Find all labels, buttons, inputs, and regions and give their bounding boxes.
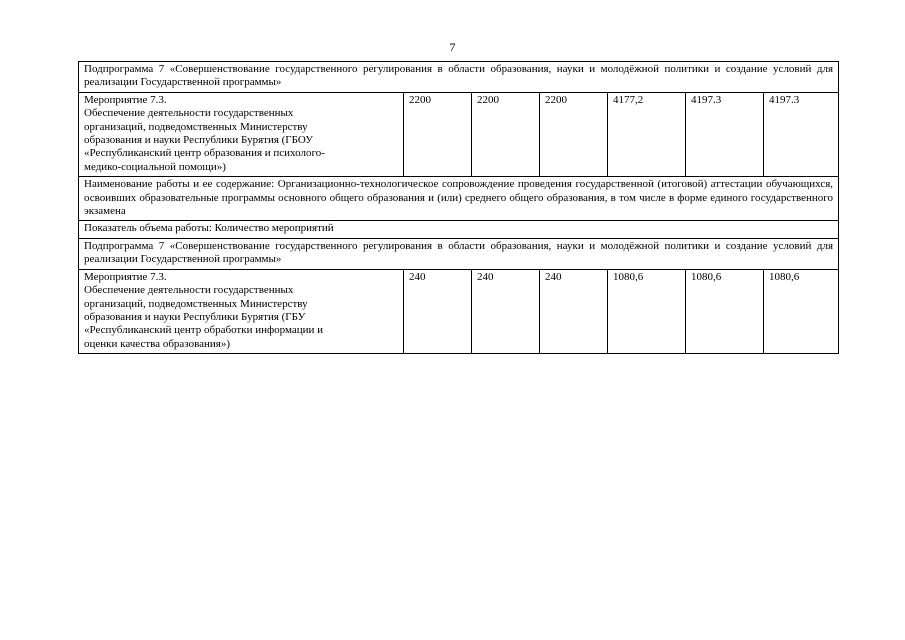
activity-line: Обеспечение деятельности государственных [84, 284, 294, 297]
activity-line: образования и науки Республики Бурятия (ГБОУ [84, 134, 314, 147]
activity-line: оценки качества образования») [84, 337, 231, 350]
value-cell: 2200 [540, 92, 608, 176]
subprogram-row [79, 62, 839, 93]
activity-line: «Республиканский центр обработки информации и [84, 324, 324, 337]
activity-description [79, 92, 404, 176]
activity-line: Мероприятие 7.3. [84, 93, 167, 106]
activity-line: организаций, подведомственных Министерству [84, 120, 308, 133]
program-table [78, 61, 839, 354]
activity-line: образования и науки Республики Бурятия (ГБУ [84, 310, 306, 323]
activity-line: «Республиканский центр образования и психолого- [84, 147, 325, 160]
value-cell: 240 [472, 269, 540, 353]
subprogram-title: Подпрограмма 7 «Совершенствование государственного регулирования в области образования, науки и молодёжной политики и создание условий для реализации Государственной программы» [79, 238, 839, 269]
value-cell: 240 [540, 269, 608, 353]
subprogram-row [79, 238, 839, 269]
activity-line: Обеспечение деятельности государственных [84, 107, 294, 120]
value-cell: 2200 [404, 92, 472, 176]
work-description: Наименование работы и ее содержание: Организационно-технологическое сопровождение проведения государственной (итоговой) аттестации обучающихся, освоивших образовательные программы основного общего образования и (или) среднего общего образования, в том числе в форме единого государственного экзамена [79, 177, 839, 221]
value-cell: 1080,6 [608, 269, 686, 353]
activity-line: организаций, подведомственных Министерству [84, 297, 308, 310]
value-cell: 1080,6 [686, 269, 764, 353]
page-number: 7 [449, 40, 456, 54]
value-cell: 4197.3 [686, 92, 764, 176]
activity-line: медико-социальной помощи») [84, 160, 226, 173]
activity-line: Мероприятие 7.3. [84, 270, 167, 283]
activity-row [79, 92, 839, 176]
value-cell: 240 [404, 269, 472, 353]
value-cell: 1080,6 [764, 269, 839, 353]
volume-indicator-row [79, 221, 839, 238]
work-description-row [79, 177, 839, 221]
volume-indicator: Показатель объема работы: Количество мероприятий [79, 221, 839, 238]
value-cell: 2200 [472, 92, 540, 176]
activity-description [79, 269, 404, 353]
value-cell: 4177,2 [608, 92, 686, 176]
subprogram-title: Подпрограмма 7 «Совершенствование государственного регулирования в области образования, науки и молодёжной политики и создание условий для реализации Государственной программы» [79, 62, 839, 93]
value-cell: 4197.3 [764, 92, 839, 176]
activity-row [79, 269, 839, 353]
